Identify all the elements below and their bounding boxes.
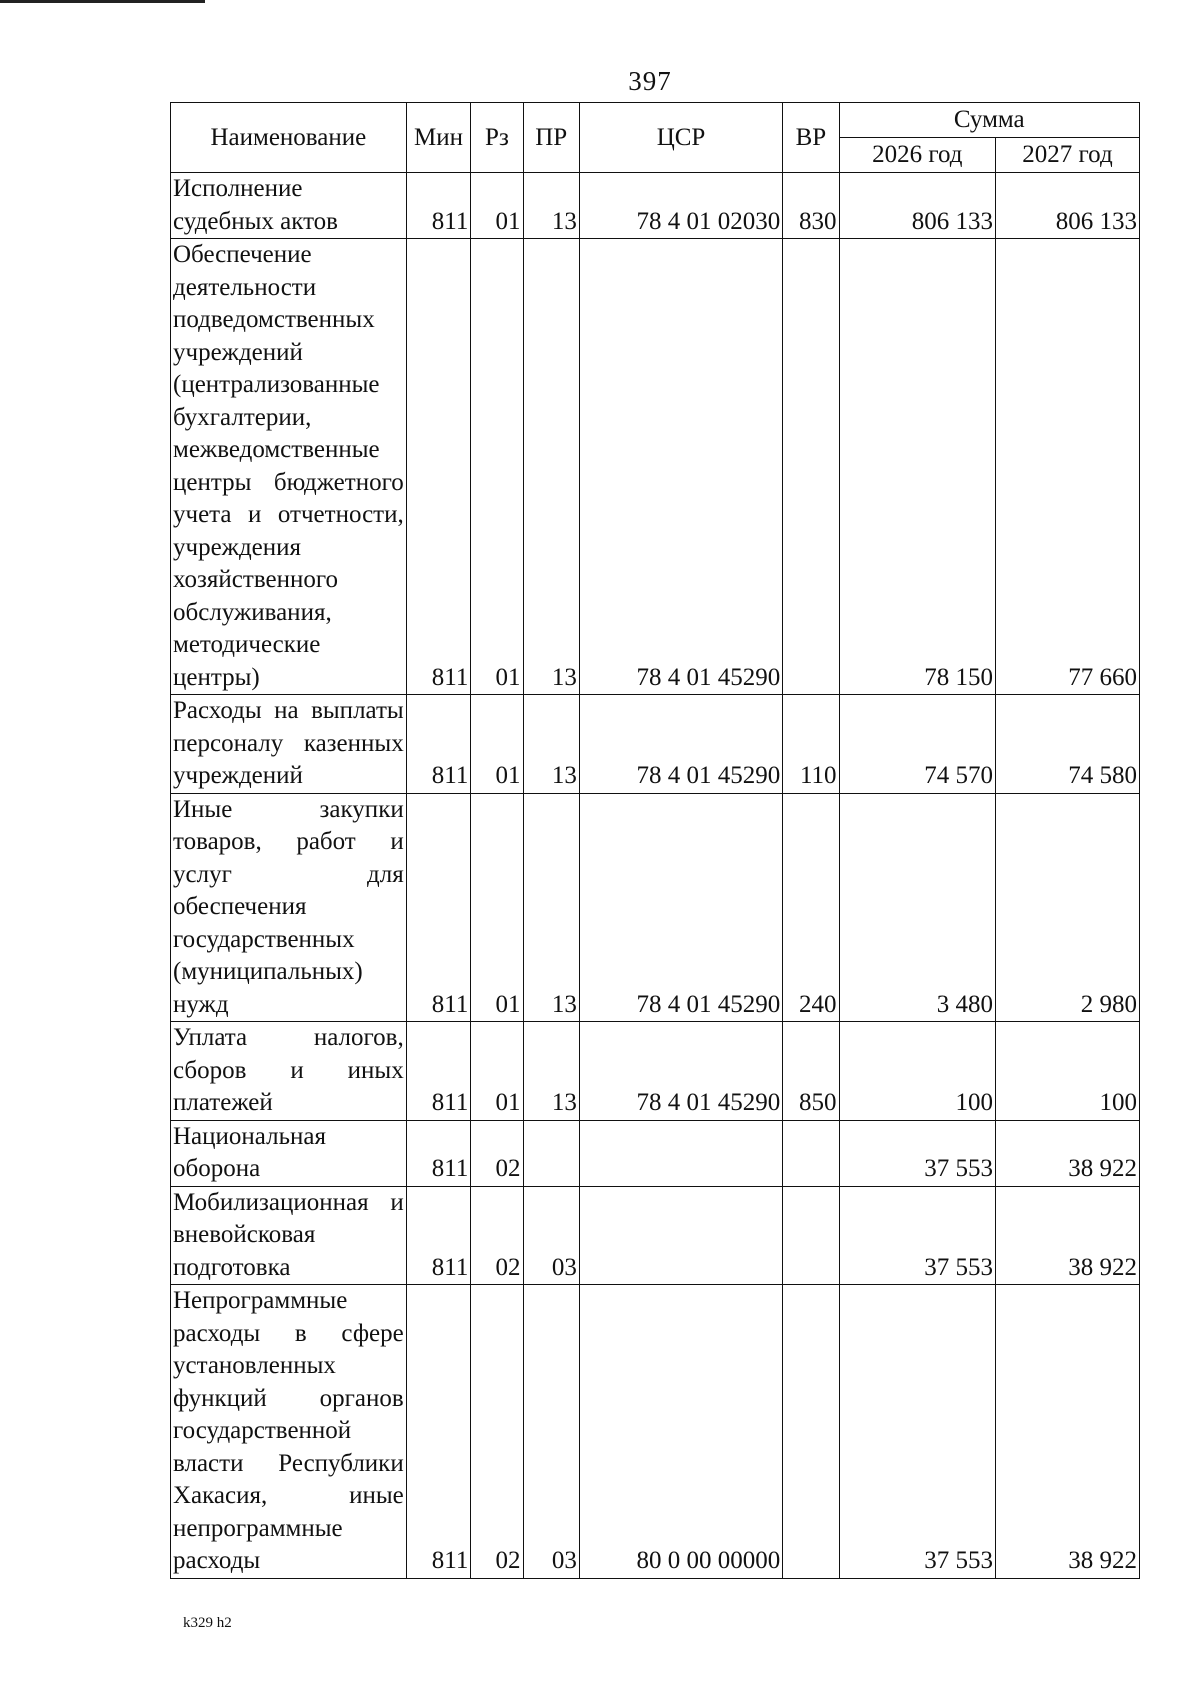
row-sum-2026: 100: [839, 1022, 995, 1121]
row-pr: 13: [523, 239, 579, 695]
row-sum-2026: 74 570: [839, 695, 995, 794]
row-pr: 13: [523, 1022, 579, 1121]
top-rule: [0, 0, 205, 3]
row-vr: [783, 239, 839, 695]
budget-table: [170, 102, 1140, 1579]
row-csr: 78 4 01 45290: [579, 239, 782, 695]
row-name: Иные закупки товаров, работ и услуг для обеспечения государственных (муниципальных) нужд: [171, 793, 407, 1022]
row-pr: 03: [523, 1285, 579, 1579]
header-name: Наименование: [171, 103, 407, 173]
row-min: 811: [406, 1120, 471, 1186]
row-csr: 80 0 00 00000: [579, 1285, 782, 1579]
row-sum-2027: 100: [995, 1022, 1139, 1121]
header-sum: Сумма: [839, 103, 1139, 138]
row-rz: 01: [471, 1022, 523, 1121]
row-name: Исполнение судебных актов: [171, 173, 407, 239]
table-row: [171, 1022, 1140, 1121]
row-vr: 240: [783, 793, 839, 1022]
row-vr: 850: [783, 1022, 839, 1121]
row-min: 811: [406, 1285, 471, 1579]
row-vr: 830: [783, 173, 839, 239]
row-name: Непрограммные расходы в сфере установленных функций органов государственной власти Республики Хакасия, иные непрограммные расходы: [171, 1285, 407, 1579]
table-row: [171, 239, 1140, 695]
row-name: Уплата налогов, сборов и иных платежей: [171, 1022, 407, 1121]
header-year-2027: 2027 год: [995, 138, 1139, 173]
row-pr: 13: [523, 173, 579, 239]
row-rz: 02: [471, 1186, 523, 1285]
row-min: 811: [406, 1022, 471, 1121]
row-sum-2027: 2 980: [995, 793, 1139, 1022]
row-name: Расходы на выплаты персоналу казенных учреждений: [171, 695, 407, 794]
row-csr: [579, 1186, 782, 1285]
header-row: [171, 103, 1140, 138]
row-csr: 78 4 01 45290: [579, 1022, 782, 1121]
table-row: [171, 793, 1140, 1022]
row-min: 811: [406, 1186, 471, 1285]
header-year-2026: 2026 год: [839, 138, 995, 173]
row-rz: 01: [471, 173, 523, 239]
row-rz: 01: [471, 695, 523, 794]
row-pr: 03: [523, 1186, 579, 1285]
row-name: Обеспечение деятельности подведомственных учреждений (централизованные бухгалтерии, межведомственные центры бюджетного учета и отчетности, учреждения хозяйственного обслуживания, методические центры): [171, 239, 407, 695]
header-vr: ВР: [783, 103, 839, 173]
row-csr: 78 4 01 45290: [579, 793, 782, 1022]
row-sum-2027: 38 922: [995, 1285, 1139, 1579]
row-sum-2026: 78 150: [839, 239, 995, 695]
row-sum-2026: 37 553: [839, 1285, 995, 1579]
row-min: 811: [406, 239, 471, 695]
header-min: Мин: [406, 103, 471, 173]
row-csr: 78 4 01 45290: [579, 695, 782, 794]
table-row: [171, 1120, 1140, 1186]
header-pr: ПР: [523, 103, 579, 173]
table-row: [171, 695, 1140, 794]
row-min: 811: [406, 793, 471, 1022]
row-pr: 13: [523, 793, 579, 1022]
row-sum-2027: 38 922: [995, 1120, 1139, 1186]
table-row: [171, 173, 1140, 239]
row-name: Мобилизационная и вневойсковая подготовка: [171, 1186, 407, 1285]
row-vr: 110: [783, 695, 839, 794]
row-sum-2026: 37 553: [839, 1120, 995, 1186]
row-vr: [783, 1285, 839, 1579]
header-csr: ЦСР: [579, 103, 782, 173]
row-pr: [523, 1120, 579, 1186]
row-rz: 01: [471, 793, 523, 1022]
row-csr: 78 4 01 02030: [579, 173, 782, 239]
footer-code: k329 h2: [183, 1615, 232, 1631]
row-sum-2027: 77 660: [995, 239, 1139, 695]
table-row: [171, 1186, 1140, 1285]
row-sum-2027: 74 580: [995, 695, 1139, 794]
row-csr: [579, 1120, 782, 1186]
row-sum-2027: 806 133: [995, 173, 1139, 239]
row-min: 811: [406, 173, 471, 239]
row-rz: 01: [471, 239, 523, 695]
row-name: Национальная оборона: [171, 1120, 407, 1186]
row-rz: 02: [471, 1285, 523, 1579]
row-min: 811: [406, 695, 471, 794]
row-vr: [783, 1120, 839, 1186]
row-sum-2026: 37 553: [839, 1186, 995, 1285]
row-sum-2026: 806 133: [839, 173, 995, 239]
row-pr: 13: [523, 695, 579, 794]
row-vr: [783, 1186, 839, 1285]
row-sum-2027: 38 922: [995, 1186, 1139, 1285]
header-rz: Рз: [471, 103, 523, 173]
table-row: [171, 1285, 1140, 1579]
row-sum-2026: 3 480: [839, 793, 995, 1022]
row-rz: 02: [471, 1120, 523, 1186]
page-number: 397: [628, 66, 672, 96]
